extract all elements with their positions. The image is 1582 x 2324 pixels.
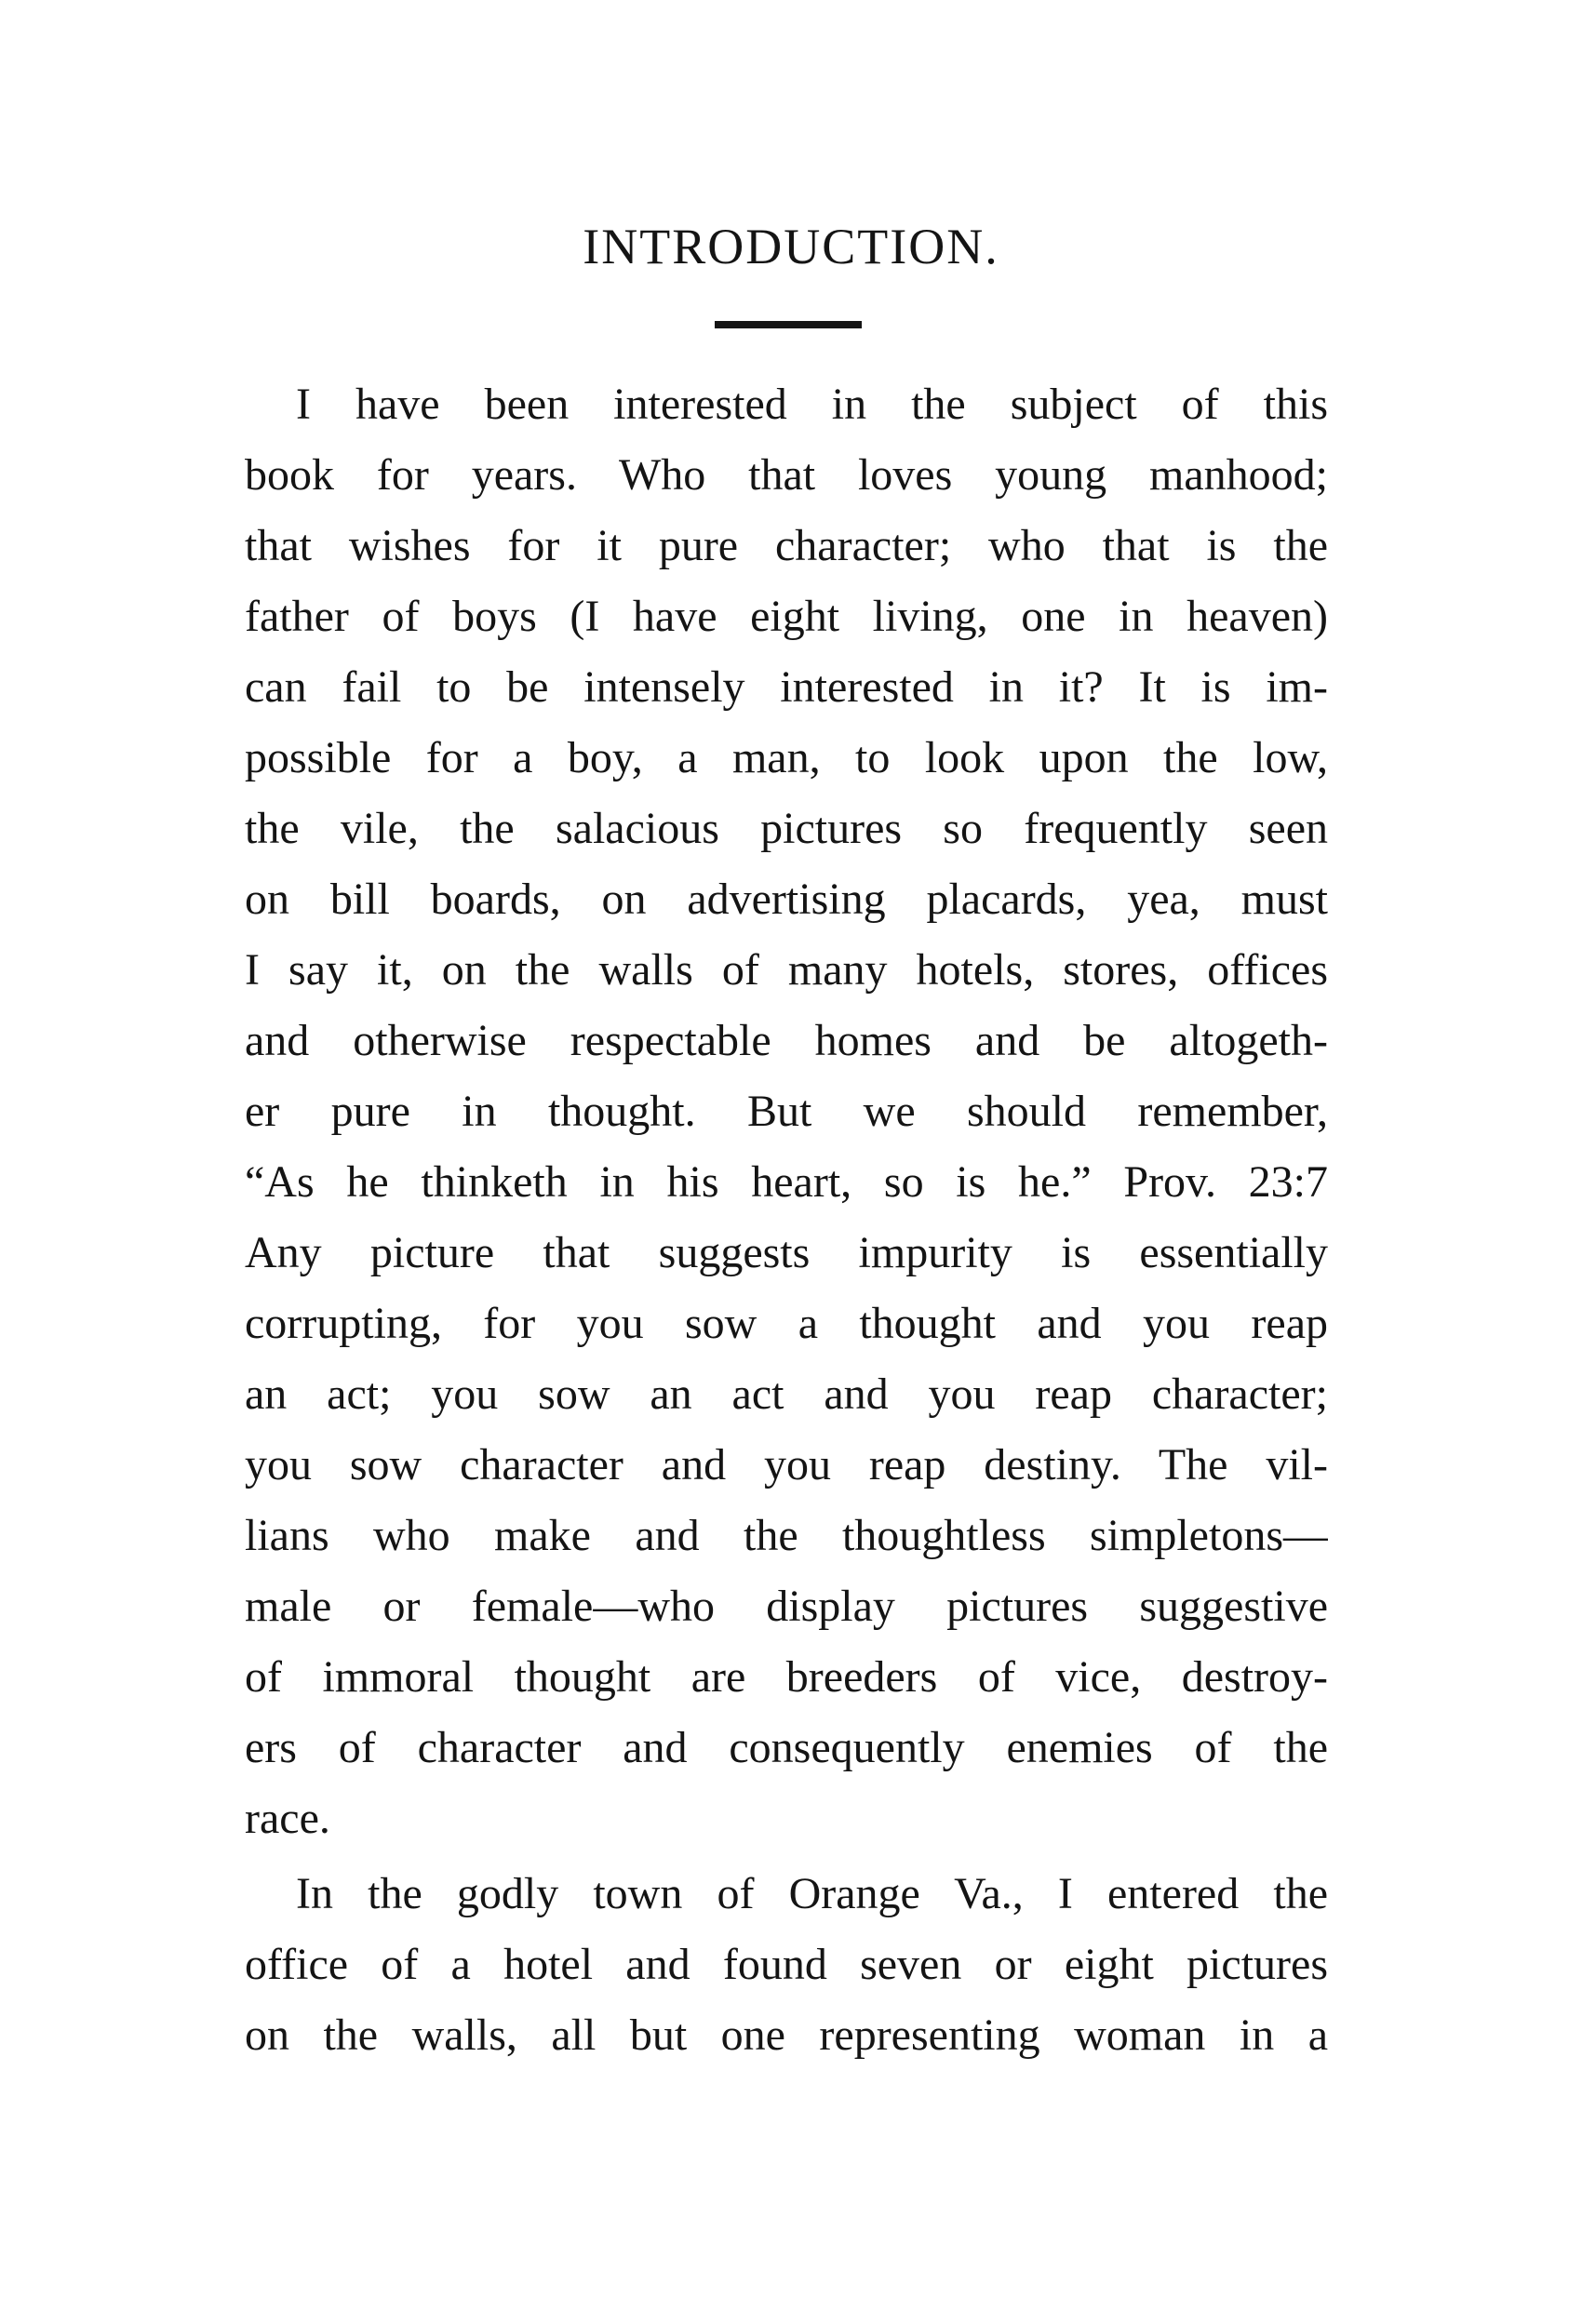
text-line: on the walls, all but one representing woman in a [245,2010,1328,2060]
text-line: male or female—who display pictures suggestive [245,1582,1328,1631]
text-line: can fail to be intensely interested in it? It is im- [245,662,1328,712]
text-line: of immoral thought are breeders of vice, destroy- [245,1652,1328,1702]
text-line: I have been interested in the subject of this [296,380,1328,429]
text-line: book for years. Who that loves young manhood; [245,450,1328,500]
title-divider-rule [715,321,862,328]
text-line: possible for a boy, a man, to look upon the low, [245,733,1328,782]
text-line: father of boys (I have eight living, one in heaven) [245,592,1328,641]
text-line: corrupting, for you sow a thought and you reap [245,1299,1328,1348]
text-line: lians who make and the thoughtless simpletons— [245,1511,1328,1560]
text-line: and otherwise respectable homes and be altogeth- [245,1016,1328,1065]
text-line: an act; you sow an act and you reap character; [245,1369,1328,1419]
page-title: INTRODUCTION. [583,219,999,274]
text-line: that wishes for it pure character; who that is the [245,521,1328,570]
text-line: the vile, the salacious pictures so frequently seen [245,804,1328,853]
text-line: ers of character and consequently enemies of the [245,1723,1328,1772]
text-line: you sow character and you reap destiny. The vil- [245,1440,1328,1489]
text-line: Any picture that suggests impurity is essentially [245,1228,1328,1277]
text-line: er pure in thought. But we should remember, [245,1087,1328,1136]
text-line: race. [245,1794,330,1843]
text-line: “As he thinketh in his heart, so is he.” Prov. 23:7 [245,1157,1328,1207]
text-line: I say it, on the walls of many hotels, stores, offices [245,945,1328,995]
text-line: on bill boards, on advertising placards, yea, must [245,875,1328,924]
text-line: office of a hotel and found seven or eight pictures [245,1940,1328,1989]
text-line: In the godly town of Orange Va., I entered the [296,1869,1328,1918]
